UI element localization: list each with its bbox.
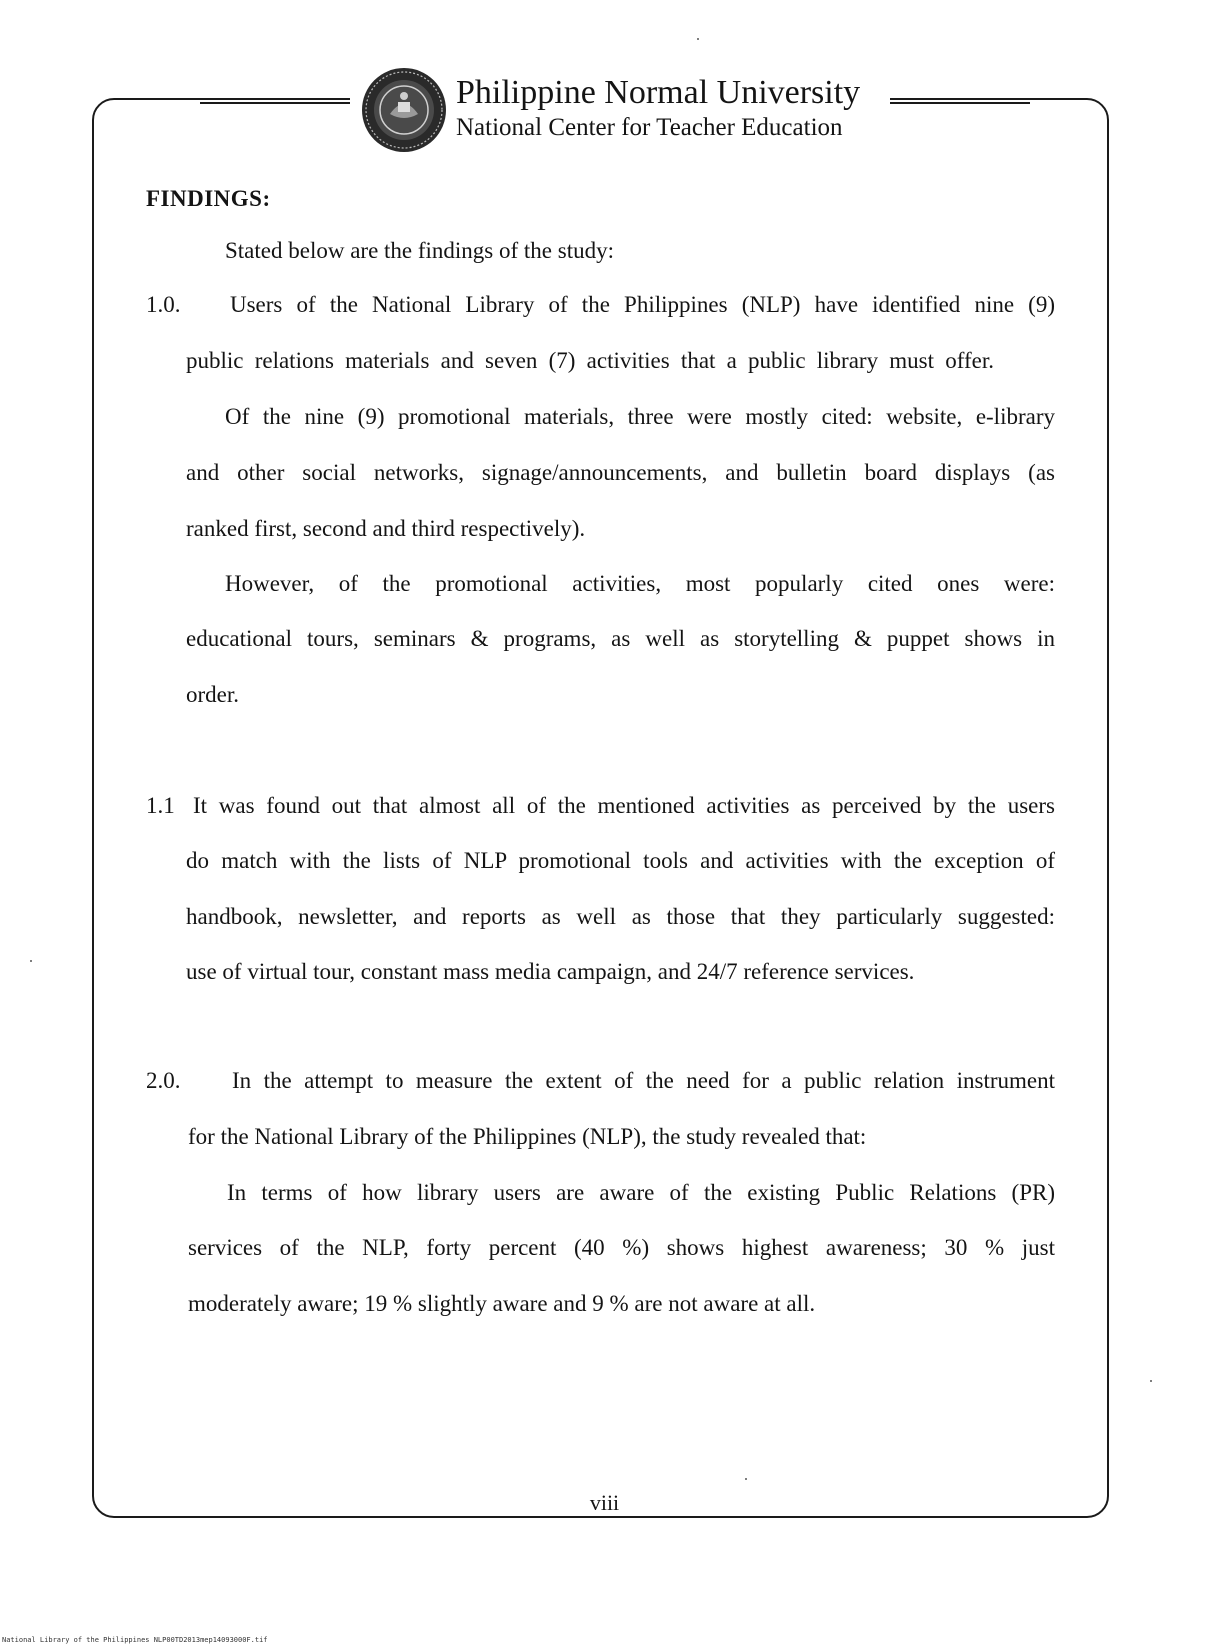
paragraph-line: educational tours, seminars & programs, as well as storytelling & puppet shows in <box>186 626 1055 651</box>
paragraph-line: do match with the lists of NLP promotional tools and activities with the exception of <box>186 848 1055 873</box>
paragraph-line: and other social networks, signage/announcements, and bulletin board displays (as <box>186 460 1055 485</box>
university-seal-icon <box>360 66 448 154</box>
page-number: viii <box>589 1490 620 1515</box>
item-number-2-0: 2.0. <box>146 1068 181 1093</box>
university-subtitle: National Center for Teacher Education <box>456 114 843 141</box>
header-rule-left <box>200 102 355 104</box>
paragraph-line: In terms of how library users are aware of the existing Public Relations (PR) <box>227 1180 1055 1205</box>
paragraph-line: for the National Library of the Philippines (NLP), the study revealed that: <box>188 1124 867 1149</box>
paragraph-line: public relations materials and seven (7) activities that a public library must offer. <box>186 348 994 373</box>
scan-speck <box>30 960 32 962</box>
paragraph-line: Of the nine (9) promotional materials, three were mostly cited: website, e-library <box>225 404 1055 429</box>
scan-speck <box>697 38 699 40</box>
paragraph-line: ranked first, second and third respectively). <box>186 516 586 541</box>
paragraph-line: use of virtual tour, constant mass media campaign, and 24/7 reference services. <box>186 959 915 984</box>
section-heading: FINDINGS: <box>146 186 271 211</box>
paragraph-line: In the attempt to measure the extent of the need for a public relation instrument <box>232 1068 1055 1093</box>
scan-speck <box>745 1478 747 1480</box>
intro-text: Stated below are the findings of the study: <box>225 238 615 263</box>
university-name: Philippine Normal University <box>456 74 861 111</box>
paragraph-line: Users of the National Library of the Philippines (NLP) have identified nine (9) <box>230 292 1055 317</box>
paragraph-line: moderately aware; 19 % slightly aware and 9 % are not aware at all. <box>188 1291 816 1316</box>
header-rule-right <box>880 102 1030 104</box>
paragraph-line: It was found out that almost all of the mentioned activities as perceived by the users <box>193 793 1055 818</box>
paragraph-line: services of the NLP, forty percent (40 %) shows highest awareness; 30 % just <box>188 1235 1055 1260</box>
scan-footer-stamp: National Library of the Philippines NLP00TD2013mep14093000F.tif <box>2 1636 268 1644</box>
paragraph-line: order. <box>186 682 240 707</box>
scan-speck <box>1150 1380 1152 1382</box>
item-number-1-1: 1.1 <box>146 793 175 818</box>
paragraph-line: However, of the promotional activities, most popularly cited ones were: <box>225 571 1055 596</box>
paragraph-line: handbook, newsletter, and reports as well as those that they particularly suggested: <box>186 904 1055 929</box>
item-number-1-0: 1.0. <box>146 292 181 317</box>
